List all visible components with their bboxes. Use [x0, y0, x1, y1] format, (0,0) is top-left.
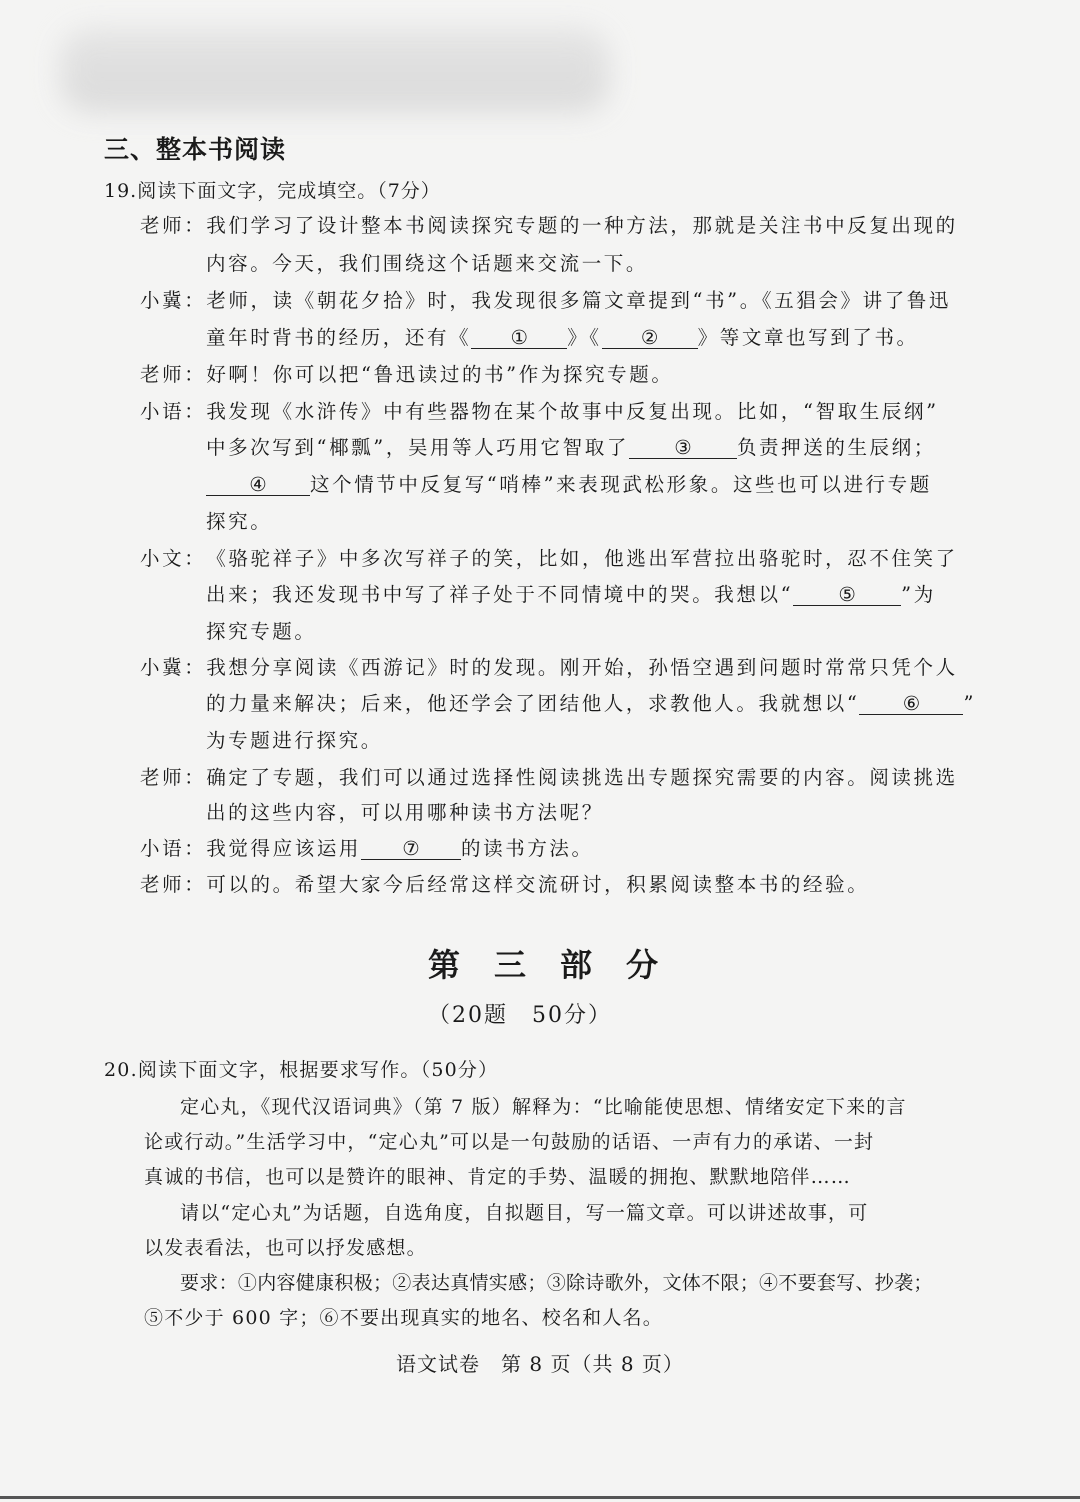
speaker-label: 老师：	[140, 363, 207, 386]
speaker-label: 老师：	[140, 766, 207, 789]
question-20-header	[104, 1055, 498, 1082]
speaker-label: 小语：	[140, 837, 207, 860]
speaker-label: 老师：	[140, 873, 207, 896]
dialogue-line	[206, 469, 932, 497]
question-number: 19.	[104, 180, 138, 202]
dialogue-text: 可以的。希望大家今后经常这样交流研讨，积累阅读整本书的经验。	[206, 873, 870, 896]
speaker-label: 老师：	[140, 214, 207, 237]
dialogue-text: 出来；我还发现书中写了祥子处于不同情境中的哭。我想以“	[206, 583, 794, 606]
dialogue-line	[206, 579, 936, 607]
speaker-label: 小冀：	[140, 289, 207, 312]
dialogue-text: 内容。今天，我们围绕这个话题来交流一下。	[206, 252, 649, 275]
dialogue-text: 探究专题。	[206, 620, 317, 643]
dialogue-text: 确定了专题，我们可以通过选择性阅读挑选出专题探究需要的内容。阅读挑选	[206, 766, 958, 789]
dialogue-line	[140, 210, 958, 238]
essay-paragraph-line: 请以“定心丸”为话题，自选角度，自拟题目，写一篇文章。可以讲述故事，可	[180, 1202, 869, 1224]
dialogue-text: ”为	[901, 583, 936, 606]
dialogue-text: 的读书方法。	[461, 837, 594, 860]
essay-requirements-line: 要求：①内容健康积极；②表达真情实感；③除诗歌外，文体不限；④不要套写、抄袭；	[180, 1272, 933, 1294]
dialogue-line	[206, 506, 272, 534]
dialogue-line	[206, 688, 976, 716]
question-19-header	[104, 176, 441, 203]
section-title: 三、整本书阅读	[104, 135, 287, 164]
dialogue-text: 好啊！你可以把“鲁迅读过的书”作为探究专题。	[206, 363, 674, 386]
speaker-label: 小冀：	[140, 656, 207, 679]
dialogue-text: 我们学习了设计整本书阅读探究专题的一种方法，那就是关注书中反复出现的	[206, 214, 958, 237]
dialogue-text: 老师，读《朝花夕拾》时，我发现很多篇文章提到“书”。《五猖会》讲了鲁迅	[206, 289, 952, 312]
dialogue-line	[140, 762, 958, 790]
fill-blank-4[interactable]: ④	[206, 475, 310, 496]
essay-paragraph-line: 真诚的书信，也可以是赞许的眼神、肯定的手势、温暖的拥抱、默默地陪伴……	[144, 1166, 852, 1188]
dialogue-line	[140, 543, 958, 571]
fill-blank-2[interactable]: ②	[602, 328, 698, 349]
part-title: 第三部分	[427, 946, 692, 984]
dialogue-text: ”	[963, 692, 977, 715]
fill-blank-6[interactable]: ⑥	[859, 694, 963, 715]
essay-requirements-line: ⑤不少于 600 字；⑥不要出现真实的地名、校名和人名。	[144, 1307, 663, 1329]
dialogue-line	[140, 396, 939, 424]
dialogue-text: 中多次写到“椰瓢”，吴用等人巧用它智取了	[206, 436, 629, 459]
dialogue-text: 的力量来解决；后来，他还学会了团结他人，求教他人。我就想以“	[206, 692, 860, 715]
dialogue-line	[206, 616, 317, 644]
part-subtitle: （20题 50分）	[428, 1003, 612, 1028]
page-footer: 语文试卷 第 8 页（共 8 页）	[396, 1352, 684, 1376]
dialogue-line	[206, 248, 648, 276]
dialogue-line	[140, 652, 958, 680]
dialogue-text: 这个情节中反复写“哨棒”来表现武松形象。这些也可以进行专题	[310, 473, 932, 496]
question-prompt: 阅读下面文字，完成填空。（7分）	[137, 180, 441, 202]
bottom-edge-rule	[0, 1496, 1080, 1499]
essay-paragraph-line: 以发表看法，也可以抒发感想。	[144, 1237, 427, 1259]
dialogue-line	[206, 322, 919, 350]
dialogue-text: 负责押送的生辰纲；	[736, 436, 936, 459]
dialogue-text: 》《	[567, 326, 602, 349]
essay-paragraph-line: 论或行动。”生活学习中，“定心丸”可以是一句鼓励的话语、一声有力的承诺、一封	[144, 1131, 875, 1153]
dialogue-text: 》等文章也写到了书。	[697, 326, 919, 349]
dialogue-line	[206, 725, 383, 753]
dialogue-line	[140, 833, 594, 861]
dialogue-text: 《骆驼祥子》中多次写祥子的笑，比如，他逃出军营拉出骆驼时，忍不住笑了	[206, 547, 958, 570]
speaker-label: 小语：	[140, 400, 207, 423]
essay-paragraph-line: 定心丸，《现代汉语词典》（第 7 版）解释为：“比喻能使思想、情绪安定下来的言	[180, 1096, 907, 1118]
fill-blank-1[interactable]: ①	[471, 328, 567, 349]
dialogue-line	[206, 432, 936, 460]
dialogue-line	[140, 359, 673, 387]
dialogue-line	[140, 869, 869, 897]
fill-blank-3[interactable]: ③	[629, 438, 737, 459]
question-number: 20.	[104, 1059, 138, 1081]
dialogue-text: 我想分享阅读《西游记》时的发现。刚开始，孙悟空遇到问题时常常只凭个人	[206, 656, 958, 679]
dialogue-text: 童年时背书的经历，还有《	[206, 326, 472, 349]
question-prompt: 阅读下面文字，根据要求写作。（50分）	[137, 1059, 499, 1081]
dialogue-text: 为专题进行探究。	[206, 729, 383, 752]
dialogue-line	[206, 797, 604, 825]
dialogue-line	[140, 285, 951, 313]
dialogue-text: 探究。	[206, 510, 273, 533]
dialogue-text: 出的这些内容，可以用哪种读书方法呢？	[206, 801, 604, 824]
fill-blank-5[interactable]: ⑤	[793, 585, 901, 606]
fill-blank-7[interactable]: ⑦	[361, 839, 461, 860]
dialogue-text: 我发现《水浒传》中有些器物在某个故事中反复出现。比如，“智取生辰纲”	[206, 400, 939, 423]
speaker-label: 小文：	[140, 547, 207, 570]
dialogue-text: 我觉得应该运用	[206, 837, 362, 860]
